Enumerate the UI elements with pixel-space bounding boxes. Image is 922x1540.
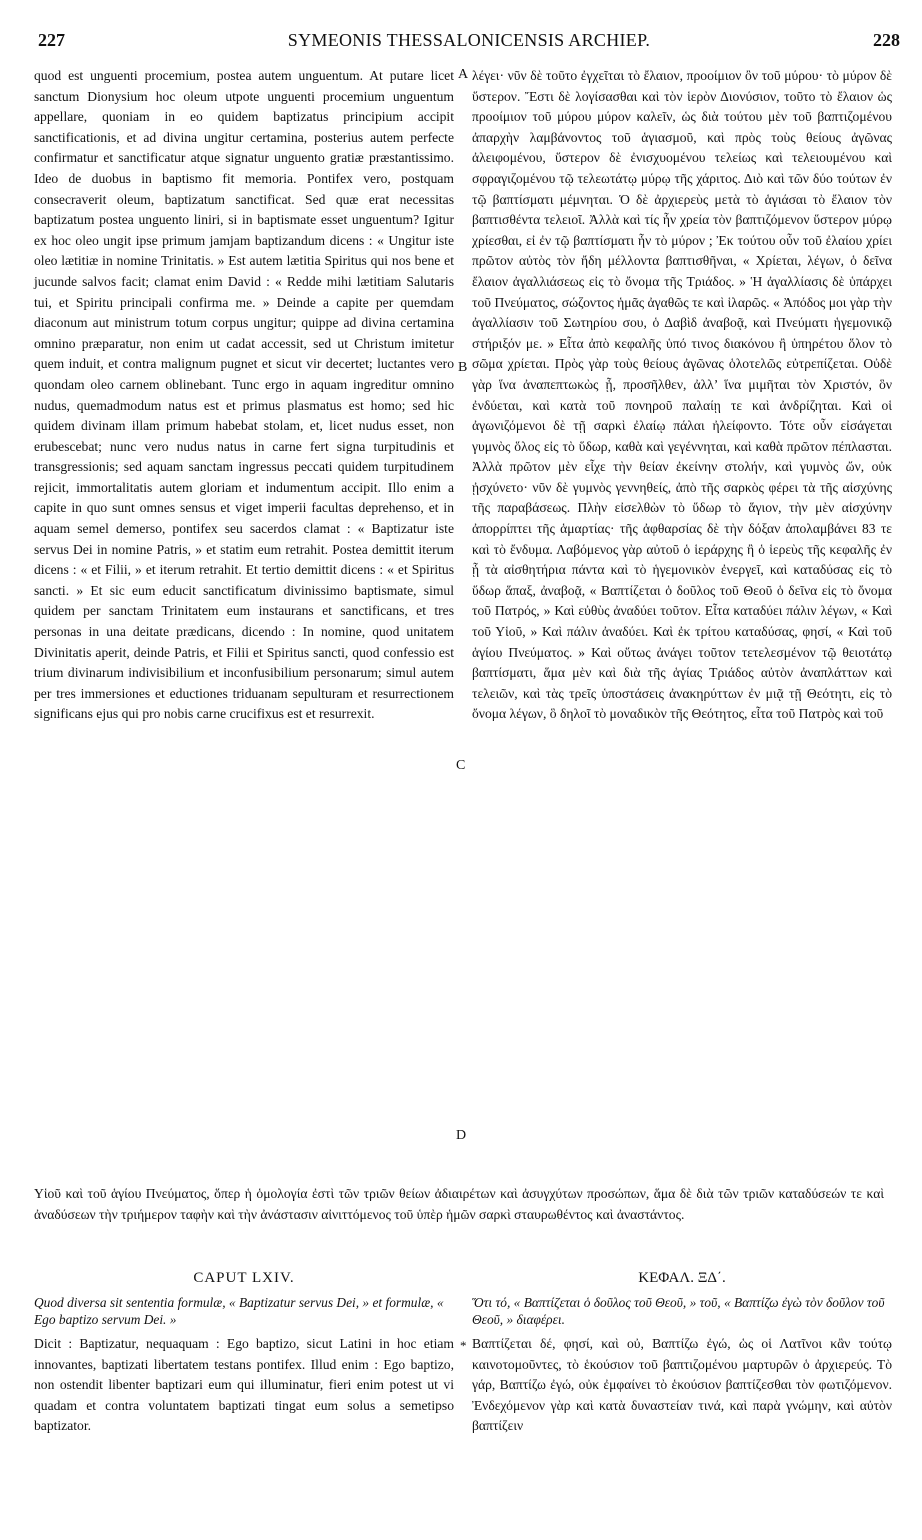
- kefalaion-body: Βαπτίζεται δέ, φησί, καὶ οὐ, Βαπτίζω ἐγώ, ὡς οἱ Λατῖνοι κἂν τούτῳ καινοτομοῦντες, τὸ ἑκούσιον τοῦ βαπτιζομένου μαρτυρῶν ὁ ἀρχιερεύς. Τὸ γάρ, Βαπτίζω ἐγώ, οὐκ ἐμφαίνει τὸ ἑκούσιον βαπτίζεσθαι τὸν φωτιζόμενον. Ἐνδεχόμενον γὰρ καὶ κατὰ δυναστείαν τινά, καὶ παρὰ γνώμην, καὶ αὐτὸν βαπτίζειν: [472, 1336, 892, 1434]
- caput-heading: CAPUT LXIV.: [193, 1270, 295, 1286]
- page-number-left: 227: [38, 30, 65, 50]
- greek-column: λέγει· νῦν δὲ τοῦτο ἐγχεῖται τὸ ἔλαιον, προοίμιον ὂν τοῦ μύρου· τὸ μύρον δὲ ὕστερον. Ἔστι δὲ λογίσασθαι καὶ τὸν ἱερὸν Διονύσιον, τοῦτο τὸ ἔλαιον ὡς προοίμιον τοῦ μύρου μύρον καλεῖν, ὡς διὰ τούτου μὲν τοῦ βαπτιζομένου ἀπαρχὴν λαμβάνοντος τοῦ ἁγιασμοῦ, καὶ πρὸς τοὺς θείους ἀγῶνας ἀλειφομένου, ὕστερον δὲ ἐνισχυομένου τελείως καὶ τελειουμένου καὶ σφραγιζομένου τῷ τελεωτάτῳ μύρῳ τῆς χάριτος. Διὸ καὶ τῶν δύο τούτων ἐν τῷ βαπτίσματι μέμνηται. Ὁ δὲ ἀρχιερεὺς μετὰ τὸ ἁγιάσαι τὸ ἔλαιον τὸν βαπτισθέντα τελειοῖ. Ἀλλὰ καὶ τίς ἦν χρεία τὸν βαπτιζόμενον ὕστερον μύρῳ χρίεσθαι, εἰ ἐν τῷ βαπτίσματι ἦν τὸ μύρον ; Ἐκ τούτου οὖν τοῦ ἐλαίου χρίει πρῶτον αὐτὸς τὸν ἤδη μέλλοντα βαπτισθῆναι, « Χρίεται, λέγων, ὁ δεῖνα ἔλαιον ἀγαλλιάσεως εἰς τὸ ὄνομα τῆς Τριάδος. » Ἡ ἀγαλλίασις δὲ ὑπάρχει τοῦ Πνεύματος, σώζοντος ἡμᾶς ἀγαθῶς τε καὶ ἱλαρῶς. « Ἀπόδος μοι γὰρ τὴν ἀγαλλίασιν τοῦ Σωτηρίου σου, ὁ Δαβὶδ ἀναβοᾷ, καὶ Πνεύματι ἡγεμονικῷ στήριξόν με. » Εἶτα ἀπὸ κεφαλῆς ὑπό τινος διακόνου ἢ ὑπηρέτου ὅλον τὸ σῶμα χρίεται. Πρὸς γὰρ τοὺς θείους ἀγῶνας ὁλοτελῶς εὐτρεπίζεται. Οὐδὲ γὰρ ἵνα ἀναπεπτωκὼς ᾖ, προσῆλθεν, ἀλλ’ ἵνα μιμῆται τὸν Χριστόν, ὃν ἐνδύεται, καὶ κατὰ τοῦ πονηροῦ παλαίῃ τε καὶ ἀνδρίζηται. Καὶ οἱ ἀγωνιζόμενοι δὲ τῇ σαρκὶ ἐλαίῳ πάλαι ἠλείφοντο. Τότε οὖν εἰσάγεται γυμνὸς ὅλος εἰς τὸ ὕδωρ, καθὰ καὶ γεγέννηται, καὶ καθὰ πρῶτον πέπλασται. Ἀλλὰ πρῶτον μὲν εἶχε τὴν θείαν ἐκείνην στολήν, καὶ γυμνὸς ὤν, οὐκ ᾐσχύνετο· νῦν δὲ γυμνὸς γεννηθείς, ἀπὸ τῆς σαρκὸς φέρει τὰ τῆς αἰσχύνης τῆς παραβάσεως. Πλὴν εἰσελθὼν τὸ ὕδωρ τὸ ἅγιον, τὴν μὲν αἰσχύνην ἀπορρίπτει τῆς ἁμαρτίας· τῆς ἀφθαρσίας δὲ τὴν δόξαν ἀπολαμβάνει 83 τε καὶ τὸ ἔνδυμα. Λαβόμενος γὰρ αὐτοῦ ὁ ἱεράρχης ἢ ὁ ἱερεὺς τῆς κεφαλῆς ἐν ᾗ τὰ αἰσθητήρια πάντα καὶ τὸ ἡγεμονικὸν ἐνεργεῖ, καὶ καταδύσας εἰς τὸ ὕδωρ ἅπαξ, ἀναβοᾷ, « Βαπτίζεται ὁ δοῦλος τοῦ Θεοῦ ὁ δεῖνα εἰς τὸ ὄνομα τοῦ Πατρός, » Καὶ εὐθὺς ἀναδύει τοῦτον. Εἶτα καταδύει πάλιν λέγων, « Καὶ τοῦ Υἱοῦ, » Καὶ πάλιν ἀναδύει. Καὶ ἐκ τρίτου καταδύσας, φησί, « Καὶ τοῦ ἁγίου Πνεύματος. » Καὶ οὕτως ἀνάγει τοῦτον τετελεσμένον τῷ θειοτάτῳ βαπτίσματι, ἅμα μὲν καὶ διὰ τῆς ἁγίας Τριάδος αὐτὸν ἀναπλάττων καὶ τελειῶν, καὶ τὰς τρεῖς ὑποστάσεις ἀνακηρύττων ἐν μιᾷ τῇ Θεότητι, εἰς τὸ ὄνομα λέγων, ὃ δηλοῖ τὸ μοναδικὸν τῆς Θεότητος, εἶτα τοῦ Πατρὸς καὶ τοῦ: [472, 68, 892, 722]
- kefalaion-heading: ΚΕΦΑΛ. ΞΔ΄.: [638, 1270, 726, 1286]
- margin-marker-d: D: [456, 1128, 467, 1143]
- kefalaion-subtitle: Ὅτι τό, « Βαπτίζεται ὁ δοῦλος τοῦ Θεοῦ, » τοῦ, « Βαπτίζω ἐγὼ τὸν δοῦλον τοῦ Θεοῦ, » διαφέρει.: [472, 1295, 885, 1327]
- page-header: [38, 30, 900, 58]
- caput-body: Dicit : Baptizatur, nequaquam : Ego baptizo, sicut Latini in hoc etiam innovantes, baptizati libertatem testans pontifex. Illud enim : Ego baptizo, non ostendit libenter baptizari eum qui illuminatur, fieri enim potest ut vi quadam et contra voluntatem baptizati tingat eum solus a semetipso baptizator.: [34, 1336, 454, 1434]
- page-number-right: 228: [873, 30, 900, 50]
- star-marker: *: [460, 1338, 467, 1353]
- margin-marker-b: B: [458, 360, 468, 375]
- margin-marker-a: A: [458, 67, 469, 82]
- running-title: SYMEONIS THESSALONICENSIS ARCHIEP.: [287, 30, 651, 50]
- caput-subtitle: Quod diversa sit sententia formulæ, « Baptizatur servus Dei, » et formulæ, « Ego baptizo servum Dei. »: [34, 1295, 444, 1327]
- full-width-greek-paragraph: Υἱοῦ καὶ τοῦ ἁγίου Πνεύματος, ὅπερ ἡ ὁμολογία ἐστὶ τῶν τριῶν θείων ἀδιαιρέτων καὶ ἀσυγχύτων προσώπων, ἅμα δὲ διὰ τῶν τριῶν καταδύσεών τε καὶ ἀναδύσεων τὴν τριήμερον ταφὴν καὶ τὴν ἀνάστασιν αἰνιττόμενος τοῦ ὑπὲρ ἡμῶν σαρκὶ σταυρωθέντος καὶ ἀναστάντος.: [34, 1186, 884, 1222]
- latin-column: quod est unguenti procemium, postea autem unguentum. At putare licet sanctum Dionysium hoc oleum utpote unguenti procemium unguentum appellare, quoniam in eo quidem baptizatus principium accipit sanctificationis, et ad divina ungitur certamina, posterius autem perfecte confirmatur et sanctificatur atque signatur unguento gratiæ præstantissimo. Ideo de duobus in baptismo fit memoria. Pontifex vero, postquam consecraverit oleum, baptizatum sanctificat. Sed quæ erat necessitas baptizatum postea unguento liniri, si in baptismate esset unguentum? Igitur ex hoc oleo ungit ipse primum jamjam baptizandum dicens : « Ungitur iste oleo lætitiæ in nomine Trinitatis. » Est autem lætitia Spiritus qui nos bene et jucunde salvos facit; clamat enim David : « Redde mihi lætitiam Salutaris tui, et Spiritu principali confirma me. » Deinde a capite per quemdam diaconum aut ministrum totum corpus ungitur; quippe ad divina certamina omnino præparatur, non enim ut cadat accessit, sed ut Christum imitetur quem induit, et contra malignum pugnet et sicut vir decertet; luctantes vero quondam oleo carnem oblinebant. Tunc ergo in aquam ingreditur omnino nudus, quemadmodum natus est et primus plasmatus est homo; sed hic quidem divinam illam primum habebat stolam, et, licet nudus esset, non erubescebat; nunc vero nudus natus in carne fert signa turpitudinis et transgressionis; sed aquam sanctam ingressus peccati quidem turpitudinem rejicit, immortalitatis autem gloriam et indumentum accipit. Illo enim a capite in quo sunt omnes sensus et viget imperii facultas deprehenso, et in aquam semel demerso, pontifex seu sacerdos clamat : « Baptizatur iste servus Dei in nomine Patris, » et statim eum retrahit. Postea demittit iterum dicens : « et Filii, » et iterum retrahit. Et tertio demittit dicens : « et Spiritus sancti. » Et sic eum educit sanctificatum divinissimo baptismate, simul quidem per sanctam Trinitatem eum instaurans et sanctificans, et tres personas in una deitate prædicans, dicendo : In nomine, quod unitatem Divinitatis aperit, deinde Patris, et Filii et Spiritus sancti, quod confessio est trium divinarum indivisibilium et inconfusibilium personarum; simul autem per tres immersiones et eductiones triduanam sepulturam et resurrectionem significans ejus qui pro nobis carne crucifixus est et resurrexit.: [34, 68, 454, 722]
- margin-marker-c: C: [456, 758, 466, 773]
